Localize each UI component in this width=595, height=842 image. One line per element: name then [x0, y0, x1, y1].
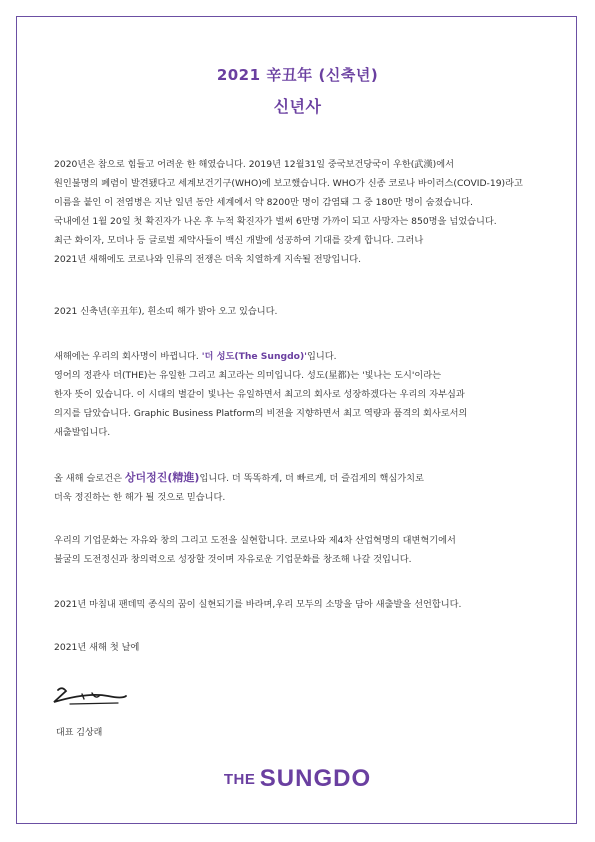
text-line: 한자 뜻이 있습니다. 이 시대의 별같이 빛나는 유일하면서 최고의 회사로 성장하겠다는 우리의 자부심과: [54, 389, 465, 400]
text-span: 입니다.: [306, 351, 337, 362]
date-text: 2021년 새해 첫 날에: [54, 642, 140, 653]
paragraph-company-name: [54, 347, 554, 442]
text-line: 새출발입니다.: [54, 427, 111, 438]
text-line: 더욱 정진하는 한 해가 될 것으로 믿습니다.: [54, 492, 226, 503]
slogan-highlight: 상더정진(精進): [124, 471, 200, 484]
heading-year: 2021 辛丑年 (신축년): [216, 66, 379, 84]
text-line: 이름을 붙인 이 전염병은 지난 일년 동안 세계에서 약 8200만 명이 감염돼 그 중 180만 명이 숨졌습니다.: [54, 197, 473, 208]
text-line: [54, 347, 554, 366]
text-line: 2021년 새해에도 코로나와 인류의 전쟁은 더욱 치열하게 지속될 전망입니다.: [54, 254, 362, 265]
text-line: 2021 신축년(辛丑年), 흰소띠 해가 밝아 오고 있습니다.: [54, 306, 278, 317]
text-line: 원인불명의 폐렴이 발견됐다고 세계보건기구(WHO)에 보고했습니다. WHO가 신종 코로나 바이러스(COVID-19)라고: [54, 178, 523, 189]
company-logo: [0, 765, 595, 793]
text-line: 불굴의 도전정신과 창의력으로 성장할 것이며 자유로운 기업문화를 창조해 나갈 것입니다.: [54, 554, 412, 565]
company-name-highlight: '더 성도(The Sungdo)': [201, 351, 307, 362]
paragraph-intro: [54, 155, 554, 269]
date-line: [54, 638, 554, 657]
paragraph-closing: [54, 595, 554, 614]
text-line: 국내에선 1월 20일 첫 확진자가 나온 후 누적 확진자가 벌써 6만명 가까이 되고 사망자는 850명을 넘었습니다.: [54, 216, 497, 227]
logo-brand: SUNGDO: [259, 765, 372, 792]
text-span: 입니다. 더 똑똑하게, 더 빠르게, 더 즐겁게의 핵심가치로: [199, 473, 424, 484]
text-line: 우리의 기업문화는 자유와 창의 그리고 도전을 실현합니다. 코로나와 제4차 산업혁명의 대변혁기에서: [54, 535, 456, 546]
text-line: 의지를 담았습니다. Graphic Business Platform의 비전을 지향하면서 최고 역량과 품격의 회사로서의: [54, 408, 468, 419]
ceo-name: 대표 김상래: [56, 728, 103, 738]
paragraph-culture: [54, 531, 554, 569]
paragraph-slogan: [54, 468, 554, 507]
text-line: 2021년 마침내 팬데믹 종식의 꿈이 실현되기를 바라며,우리 모두의 소망을 담아 새출발을 선언합니다.: [54, 599, 462, 610]
text-line: 2020년은 참으로 힘들고 어려운 한 해였습니다. 2019년 12월31일 중국보건당국이 우한(武漢)에서: [54, 159, 455, 170]
paragraph-year-greeting: [54, 302, 554, 321]
text-span: 새해에는 우리의 회사명이 바뀝니다.: [54, 351, 202, 362]
ceo-signature: [48, 682, 128, 710]
heading-newyear-address: 신년사: [273, 97, 322, 116]
text-line: 영어의 정관사 더(THE)는 유일한 그리고 최고라는 의미입니다. 성도(星都)는 '빛나는 도시'이라는: [54, 370, 442, 381]
text-span: 올 새해 슬로건은: [54, 473, 125, 484]
logo-the: THE: [223, 771, 256, 788]
text-line: 최근 화이자, 모더나 등 글로벌 제약사들이 백신 개발에 성공하여 기대를 갖게 합니다. 그러나: [54, 235, 424, 246]
text-line: [54, 468, 554, 488]
